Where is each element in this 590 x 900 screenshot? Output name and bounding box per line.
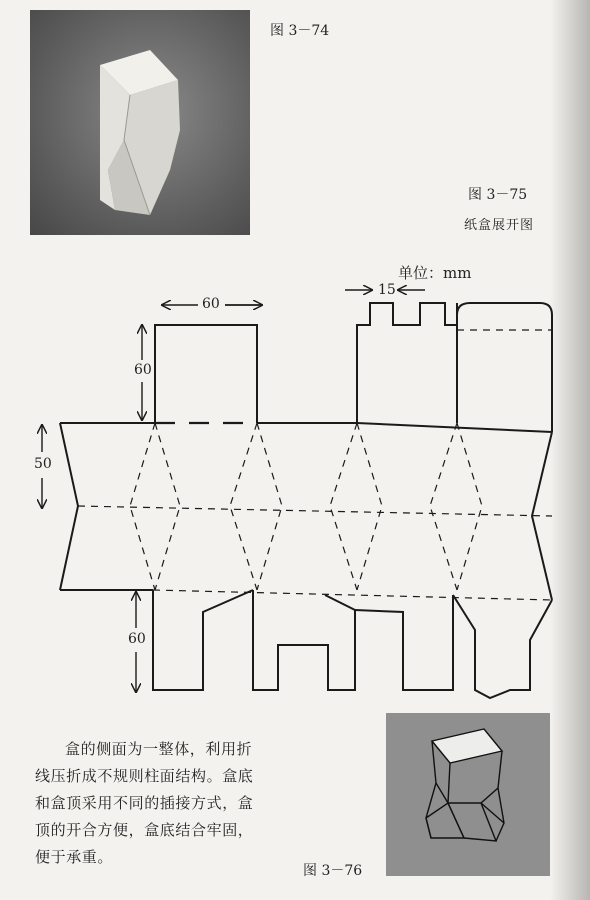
bottom-flap-3 (355, 595, 453, 690)
figure-74-caption: 图 3－74 (270, 23, 330, 39)
dim-top-tab-height: 60 (134, 362, 152, 378)
figure-75-subtitle: 纸盒展开图 (464, 218, 535, 233)
top-flap-3 (457, 303, 552, 432)
figure-76-caption: 图 3－76 (303, 863, 363, 879)
unit-label: 单位：mm (398, 264, 472, 282)
bottom-flap-2 (253, 590, 355, 690)
net-left-side (60, 423, 78, 590)
box-line-drawing (386, 713, 550, 876)
description-paragraph: 盒的侧面为一整体，利用折线压折成不规则柱面结构。盒底和盒顶采用不同的插接方式，盒顶的开合方便，盒底结合牢固，便于承重。 (35, 740, 254, 866)
dim-top-tab-width: 60 (202, 296, 220, 312)
dim-bottom-tab-height: 60 (128, 631, 146, 647)
dim-small-tab: 15 (378, 282, 396, 298)
bottom-flap-1 (153, 590, 253, 690)
box-line-drawing-illustration (386, 713, 550, 876)
figure-75-caption: 图 3－75 (468, 187, 528, 203)
bottom-flap-4 (453, 595, 552, 698)
top-flap-2 (357, 303, 457, 423)
top-flap-1 (155, 325, 257, 423)
dim-side-height: 50 (34, 456, 52, 472)
